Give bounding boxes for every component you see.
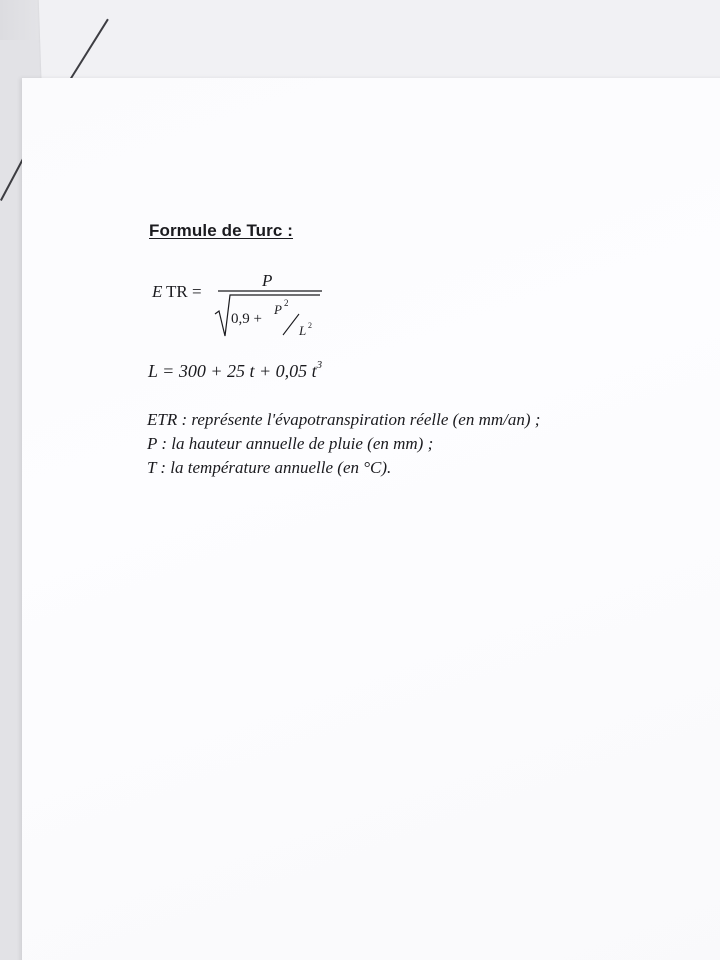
l-formula-exponent: 3 xyxy=(316,359,323,371)
etr-numerator: P xyxy=(262,271,273,290)
etr-lhs-var: E xyxy=(152,282,163,301)
etr-formula xyxy=(150,262,350,342)
document-title: Formule de Turc : xyxy=(149,221,294,240)
p-squared-base: P xyxy=(274,302,282,317)
l-squared-base: L xyxy=(299,323,307,338)
l-formula-text: L = 300 + 25 t + 0,05 t xyxy=(148,361,317,381)
definition-t: T : la température annuelle (en °C). xyxy=(147,458,392,477)
definition-etr: ETR : représente l'évapotranspiration réelle (en mm/an) ; xyxy=(147,410,541,429)
etr-formula-graphic xyxy=(150,262,350,342)
etr-lhs-rest: TR = xyxy=(166,282,202,301)
p-squared-exp: 2 xyxy=(284,298,289,308)
l-formula xyxy=(148,361,322,382)
radicand-constant: 0,9 + xyxy=(231,311,262,327)
definition-p: P : la hauteur annuelle de pluie (en mm) ; xyxy=(147,434,434,453)
slash-bar xyxy=(283,314,299,335)
definitions-list xyxy=(147,408,540,480)
l-squared-exp: 2 xyxy=(308,321,312,330)
